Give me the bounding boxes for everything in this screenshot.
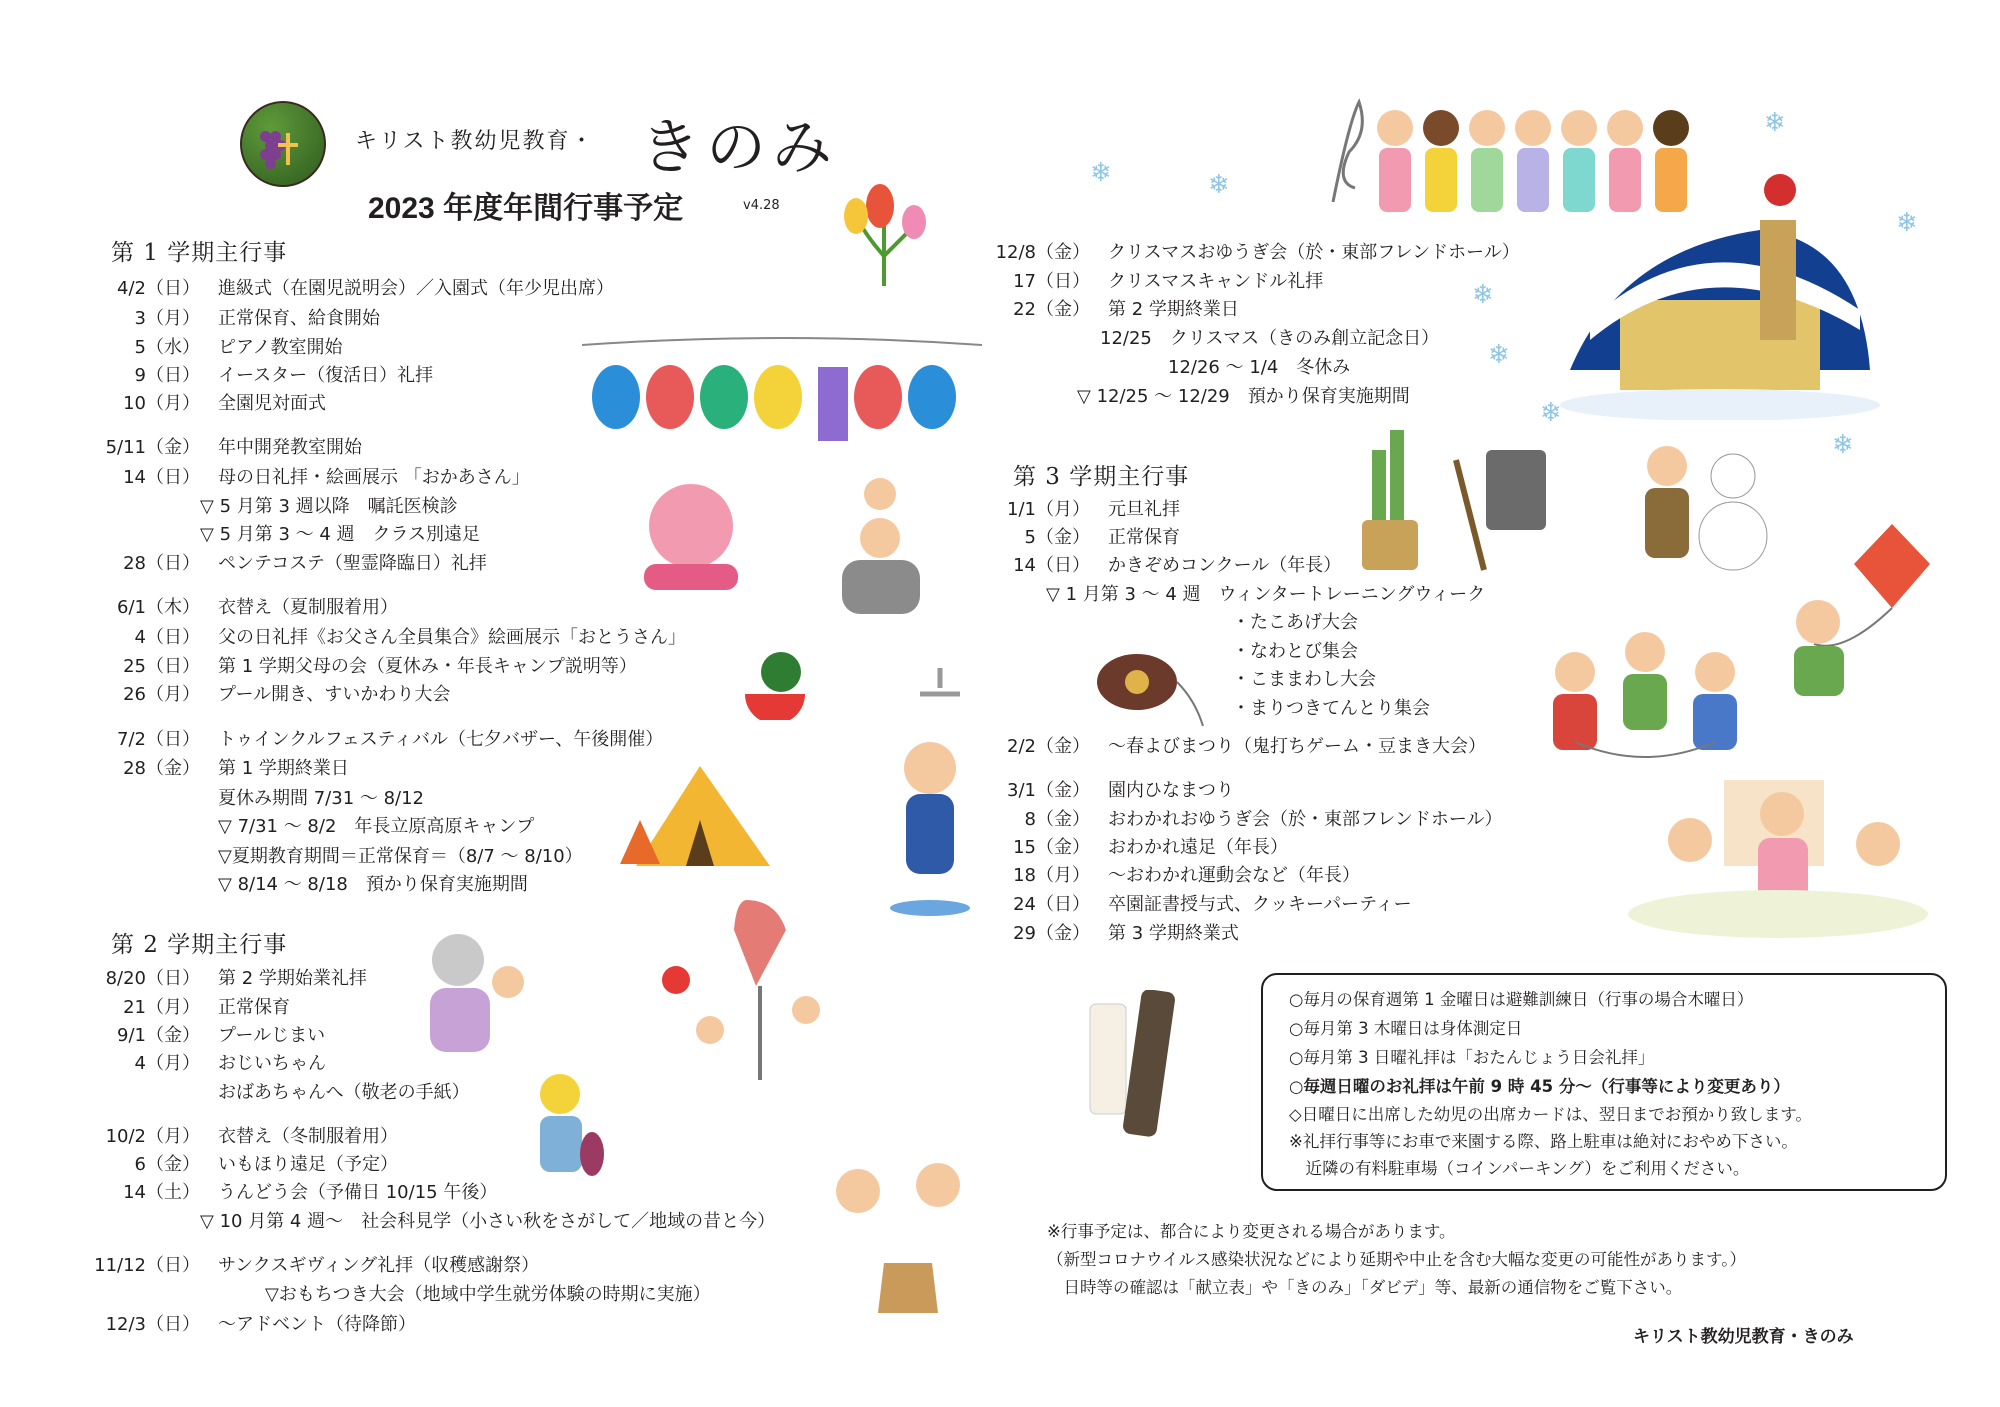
event-text: ▽ 10 月第 4 週～ 社会科見学（小さい秋をさがして／地域の昔と今） — [200, 1211, 776, 1232]
footer-note: （新型コロナウイルス感染状況などにより延期や中止を含む大幅な変更の可能性があります。） — [1047, 1250, 1746, 1269]
event-date: 2/2（金） — [1007, 736, 1090, 757]
watermelon-icon — [745, 650, 805, 720]
snowy-house-santa-icon — [1560, 170, 1880, 420]
tulip-icon — [836, 176, 932, 286]
event-text: ～アドベント（待降節） — [218, 1314, 416, 1335]
carnation-bouquet-icon — [636, 476, 746, 606]
event-date: 7/2（日） — [117, 729, 200, 750]
event-date: 3/1（金） — [1007, 780, 1090, 801]
snowflake-icon: ❄ — [1488, 340, 1510, 370]
event-text: ・たこあげ大会 — [1232, 612, 1358, 633]
kinomi-logo — [240, 101, 326, 187]
event-date: 25（日） — [123, 656, 200, 677]
event-text: 第 1 学期終業日 — [218, 758, 349, 779]
event-date: 9/1（金） — [117, 1025, 200, 1046]
event-date: 18（月） — [1013, 865, 1090, 886]
event-text: 正常保育 — [218, 997, 290, 1018]
event-text: ▽ 5 月第 3 週以降 嘱託医検診 — [200, 496, 458, 517]
footer-note: ※行事予定は、都合により変更される場合があります。 — [1047, 1222, 1456, 1241]
event-text: ▽ 8/14 ～ 8/18 預かり保育実施期間 — [218, 874, 528, 895]
event-date: 5（水） — [134, 337, 200, 358]
event-text: 12/26 ～ 1/4 冬休み — [1168, 357, 1351, 378]
event-date: 28（日） — [123, 553, 200, 574]
event-text: 第 2 学期始業礼拝 — [218, 968, 367, 989]
event-date: 21（月） — [123, 997, 200, 1018]
event-text: 夏休み期間 7/31 ～ 8/12 — [218, 788, 425, 809]
event-date: 12/3（日） — [105, 1314, 200, 1335]
event-date: 22（金） — [1013, 299, 1090, 320]
signature: キリスト教幼児教育・きのみ — [1633, 1327, 1854, 1346]
father-child-icon — [822, 476, 932, 616]
event-date: 17（日） — [1013, 271, 1090, 292]
term3-heading: 第 3 学期主行事 — [1013, 464, 1190, 490]
event-text: ▽ 5 月第 3 ～ 4 週 クラス別遠足 — [200, 524, 480, 545]
event-text: 12/25 クリスマス（きのみ創立記念日） — [1100, 328, 1440, 349]
event-text: ・まりつきてんとり集会 — [1232, 698, 1430, 719]
event-date: 6（金） — [134, 1154, 200, 1175]
event-text: 元旦礼拝 — [1108, 499, 1180, 520]
notice-line: ○毎月第 3 日曜礼拝は「おたんじょう日会礼拝」 — [1289, 1048, 1655, 1067]
event-text: 母の日礼拝・絵画展示 「おかあさん」 — [218, 467, 530, 488]
event-text: 衣替え（夏制服着用） — [218, 597, 398, 618]
event-date: 4（月） — [134, 1053, 200, 1074]
event-date: 9（日） — [134, 365, 200, 386]
event-date: 8/20（日） — [105, 968, 200, 989]
event-date: 5/11（金） — [105, 437, 200, 458]
event-text: 第 3 学期終業式 — [1108, 923, 1239, 944]
event-text: 正常保育 — [1108, 527, 1180, 548]
notice-line: ※礼拝行事等にお車で来園する際、路上駐車は絶対におやめ下さい。 — [1289, 1132, 1798, 1151]
event-text: ▽ 7/31 ～ 8/2 年長立原高原キャンプ — [218, 816, 535, 837]
event-text: イースター（復活日）礼拝 — [218, 365, 434, 386]
event-text: うんどう会（予備日 10/15 午後） — [218, 1182, 498, 1203]
notice-line: ○毎月の保育週第 1 金曜日は避難訓練日（行事の場合木曜日） — [1289, 990, 1754, 1009]
event-text: 第 1 学期父母の会（夏休み・年長キャンプ説明等） — [218, 656, 637, 677]
notice-line: ○毎週日曜のお礼拝は午前 9 時 45 分～（行事等により変更あり） — [1289, 1077, 1790, 1096]
event-text: 正常保育、給食開始 — [218, 308, 380, 329]
event-text: ～春よびまつり（鬼打ちゲーム・豆まき大会） — [1108, 736, 1486, 757]
snowflake-icon: ❄ — [1090, 158, 1112, 188]
page-title: 2023 年度年間行事予定 — [368, 192, 684, 225]
event-text: おばあちゃんへ（敬老の手紙） — [218, 1082, 470, 1103]
event-text: トゥインクルフェスティバル（七夕バザー、午後開催） — [218, 729, 664, 750]
event-text: ▽ 1 月第 3 ～ 4 週 ウィンタートレーニングウィーク — [1046, 584, 1486, 605]
footer-note: 日時等の確認は「献立表」や「きのみ」「ダビデ」等、最新の通信物をご覧下さい。 — [1047, 1278, 1683, 1297]
event-date: 8（金） — [1024, 809, 1090, 830]
event-date: 14（日） — [1013, 555, 1090, 576]
snowflake-icon: ❄ — [1832, 430, 1854, 460]
event-text: おわかれ遠足（年長） — [1108, 837, 1288, 858]
grandmother-child-icon — [418, 930, 528, 1060]
koinobori-garland-icon — [582, 337, 982, 447]
jump-rope-children-icon — [1535, 622, 1765, 762]
event-date: 5（金） — [1024, 527, 1090, 548]
event-date: 4（日） — [134, 627, 200, 648]
event-text: ▽ 12/25 ～ 12/29 預かり保育実施期間 — [1077, 386, 1410, 407]
sweet-potato-dig-icon — [530, 1064, 610, 1184]
tent-campfire-icon — [620, 760, 790, 870]
event-text: ペンテコステ（聖霊降臨日）礼拝 — [218, 553, 487, 574]
kadomatsu-calligraphy-icon — [1352, 420, 1552, 580]
diploma-scroll-icon — [1080, 990, 1190, 1140]
term1-heading: 第 1 学期主行事 — [111, 240, 288, 266]
event-text: ピアノ教室開始 — [218, 337, 343, 358]
event-text: かきぞめコンクール（年長） — [1108, 555, 1342, 576]
snowflake-icon: ❄ — [1208, 170, 1230, 200]
event-text: 父の日礼拝《お父さん全員集合》絵画展示「おとうさん」 — [218, 627, 686, 648]
org-name-large: きのみ — [640, 113, 838, 183]
event-text: 進級式（在園児説明会）／入園式（年少児出席） — [218, 278, 614, 299]
event-text: ▽夏期教育期間＝正常保育＝（8/7 ～ 8/10） — [218, 846, 583, 867]
spinning-top-icon — [1085, 640, 1205, 730]
event-date: 10（月） — [123, 393, 200, 414]
snowflake-icon: ❄ — [1472, 280, 1494, 310]
event-text: 全園児対面式 — [218, 393, 326, 414]
snowflake-icon: ❄ — [1896, 208, 1918, 238]
snowman-child-icon — [1633, 436, 1773, 586]
event-text: 園内ひなまつり — [1108, 780, 1234, 801]
kite-child-icon — [1774, 524, 1934, 714]
tamaire-game-icon — [636, 890, 826, 1090]
event-text: ～おわかれ運動会など（年長） — [1108, 865, 1360, 886]
event-date: 11/12（日） — [94, 1255, 200, 1276]
event-text: 第 2 学期終業日 — [1108, 299, 1239, 320]
event-text: サンクスギヴィング礼拝（収穫感謝祭） — [218, 1255, 540, 1276]
event-date: 14（日） — [123, 467, 200, 488]
term2-heading: 第 2 学期主行事 — [111, 932, 288, 958]
snowflake-icon: ❄ — [1540, 398, 1562, 428]
mochitsuki-icon — [808, 1145, 1008, 1315]
snowflake-icon: ❄ — [1764, 108, 1786, 138]
event-text: ▽おもちつき大会（地域中学生就労体験の時期に実施） — [265, 1284, 711, 1305]
event-date: 26（月） — [123, 684, 200, 705]
notice-box — [1261, 973, 1947, 1191]
event-date: 28（金） — [123, 758, 200, 779]
notice-line: ○毎月第 3 木曜日は身体測定日 — [1289, 1019, 1523, 1038]
event-date: 15（金） — [1013, 837, 1090, 858]
event-text: いもほり遠足（予定） — [218, 1154, 398, 1175]
event-date: 29（金） — [1013, 923, 1090, 944]
event-text: おわかれおゆうぎ会（於・東部フレンドホール） — [1108, 809, 1503, 830]
event-date: 4/2（日） — [117, 278, 200, 299]
teacher-children-icon — [1628, 780, 1928, 940]
event-date: 1/1（月） — [1007, 499, 1090, 520]
event-date: 10/2（月） — [105, 1126, 200, 1147]
event-text: ・こままわし大会 — [1232, 669, 1376, 690]
event-date: 14（土） — [123, 1182, 200, 1203]
event-date: 6/1（木） — [117, 597, 200, 618]
event-text: プール開き、すいかわり大会 — [218, 684, 451, 705]
notice-line: 近隣の有料駐車場（コインパーキング）をご利用ください。 — [1289, 1159, 1750, 1178]
event-date: 3（月） — [134, 308, 200, 329]
shower-child-icon — [880, 658, 990, 918]
event-text: プールじまい — [218, 1025, 326, 1046]
event-text: ・なわとび集会 — [1232, 641, 1358, 662]
event-date: 12/8（金） — [995, 242, 1090, 263]
event-text: クリスマスキャンドル礼拝 — [1108, 271, 1324, 292]
org-name-small: キリスト教幼児教育・ — [355, 129, 595, 154]
event-text: 卒園証書授与式、クッキーパーティー — [1108, 894, 1412, 915]
event-text: 衣替え（冬制服着用） — [218, 1126, 398, 1147]
event-text: クリスマスおゆうぎ会（於・東部フレンドホール） — [1108, 242, 1520, 263]
event-text: おじいちゃん — [218, 1053, 326, 1074]
event-text: 年中開発教室開始 — [218, 437, 362, 458]
cross-icon — [286, 133, 290, 165]
version-label: v4.28 — [743, 198, 780, 213]
notice-line: ◇日曜日に出席した幼児の出席カードは、翌日までお預かり致します。 — [1289, 1105, 1812, 1124]
event-date: 24（日） — [1013, 894, 1090, 915]
